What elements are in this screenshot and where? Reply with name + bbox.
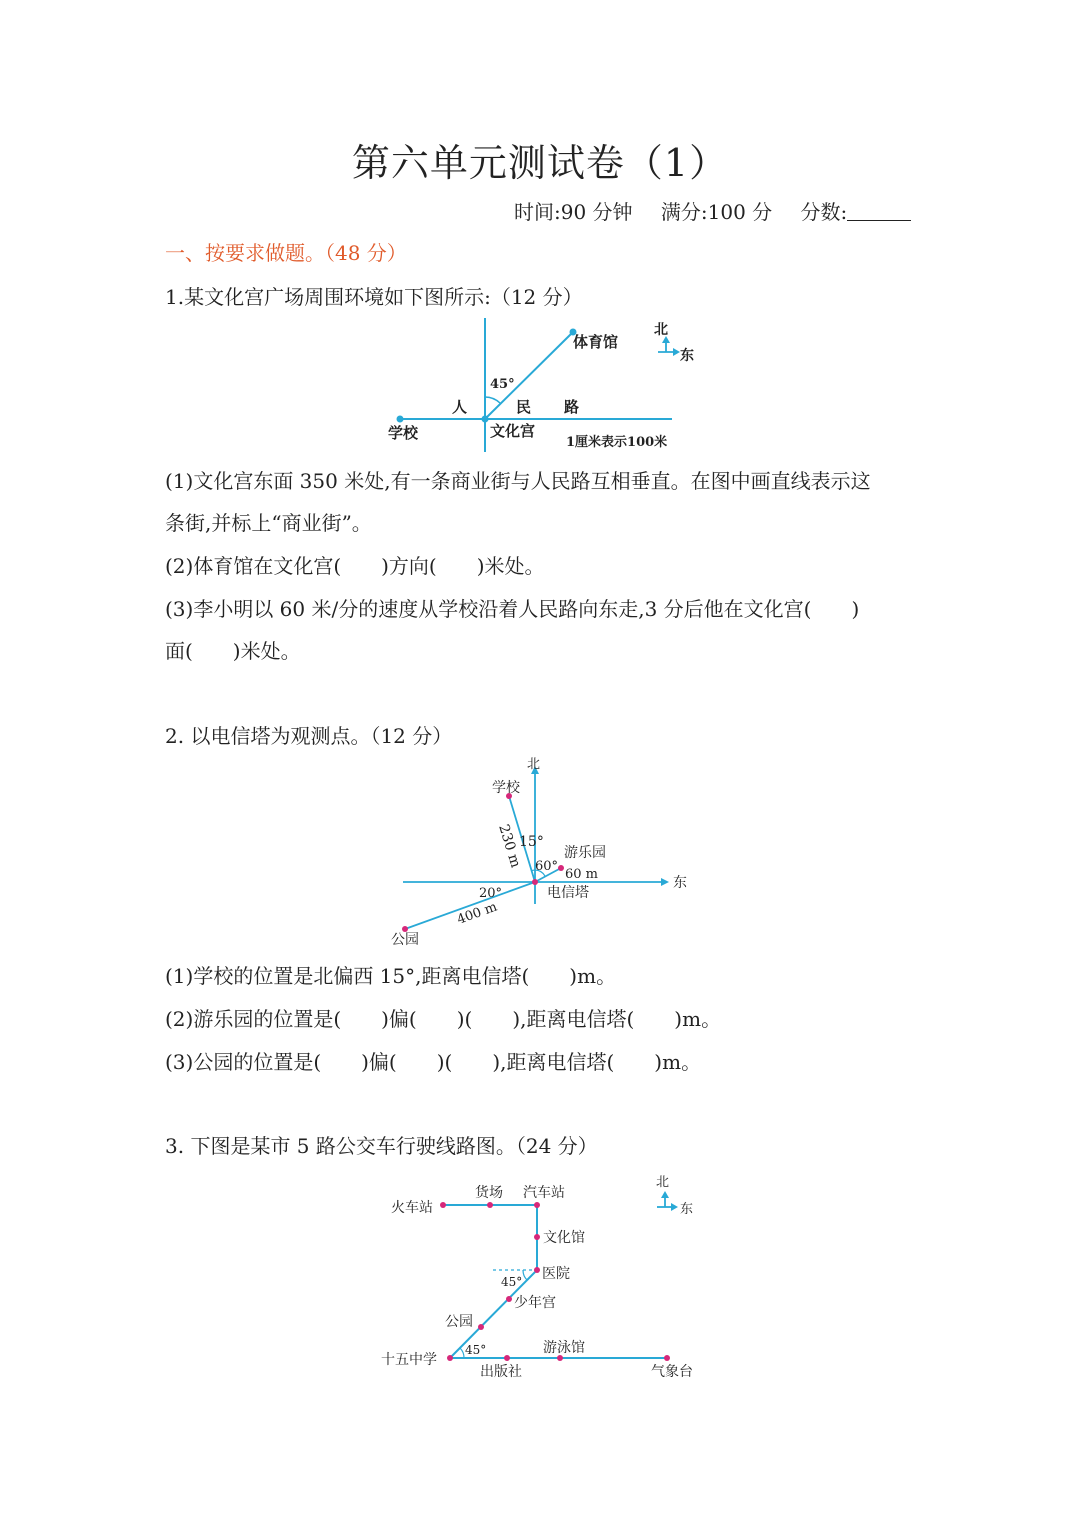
- q3-park-dot: [478, 1324, 484, 1330]
- q2-amuse-dot: [558, 865, 564, 871]
- q3-bus-dot: [534, 1202, 540, 1208]
- q2-angle-60: 60°: [535, 859, 559, 874]
- q1-sub1-line1: (1)文化宫东面 350 米处,有一条商业街与人民路互相垂直。在图中画直线表示这: [165, 469, 871, 493]
- q1-palace-label: 文化宫: [490, 422, 536, 440]
- q2-tower-label: 电信塔: [547, 885, 589, 901]
- q3-school-dot: [447, 1355, 453, 1361]
- q2-school-distance: 230 m: [495, 822, 524, 870]
- exam-meta: [514, 196, 911, 225]
- q1-stem: 1.某文化宫广场周围环境如下图所示:（12 分）: [165, 285, 583, 309]
- q3-bus-label: 汽车站: [523, 1185, 565, 1201]
- q3-youth-dot: [506, 1296, 512, 1302]
- full-score: 满分:100 分: [660, 200, 773, 224]
- q3-swim-label: 游泳馆: [543, 1340, 585, 1356]
- q3-culture-label: 文化馆: [543, 1230, 585, 1246]
- q3-publisher-label: 出版社: [480, 1364, 522, 1380]
- q2-school-label: 学校: [492, 780, 520, 796]
- q3-angle-top: 45°: [501, 1275, 523, 1289]
- q3-figure: [375, 1168, 715, 1388]
- score-label: 分数:: [800, 200, 848, 224]
- q1-sub3-line1: (3)李小明以 60 米/分的速度从学校沿着人民路向东走,3 分后他在文化宫( ): [165, 597, 860, 621]
- q2-stem: 2. 以电信塔为观测点。（12 分）: [165, 724, 453, 748]
- q1-angle-label: 45°: [490, 377, 515, 392]
- q3-freight-label: 货场: [475, 1185, 503, 1201]
- q2-park-distance: 400 m: [455, 899, 500, 928]
- q1-stadium-label: 体育馆: [573, 333, 619, 351]
- q2-angle-15: 15°: [519, 834, 544, 850]
- q3-north-label: 北: [656, 1175, 670, 1190]
- q1-sub2: (2)体育馆在文化宫( )方向( )米处。: [165, 554, 545, 578]
- q3-east-arrow: [671, 1203, 678, 1211]
- q2-angle-20: 20°: [479, 886, 503, 901]
- q3-train-label: 火车站: [391, 1200, 433, 1216]
- q3-publisher-dot: [504, 1355, 510, 1361]
- q2-amuse-distance: 60 m: [565, 867, 599, 882]
- q3-weather-label: 气象台: [651, 1364, 693, 1380]
- q3-angle-bottom: 45°: [465, 1343, 487, 1357]
- q3-east-label: 东: [680, 1202, 694, 1217]
- q1-north-label: 北: [654, 322, 668, 338]
- q1-sub3-line2: 面( )米处。: [165, 639, 301, 663]
- q3-freight-dot: [487, 1202, 493, 1208]
- q2-amuse-label: 游乐园: [564, 845, 606, 861]
- q1-school-dot: [397, 416, 404, 423]
- q2-sub1: (1)学校的位置是北偏西 15°,距离电信塔( )m。: [165, 964, 617, 988]
- score-blank: [847, 202, 911, 221]
- q1-figure: [380, 314, 710, 456]
- q1-scale-label: 1厘米表示100米: [566, 435, 668, 450]
- q1-road-char3: 路: [564, 398, 580, 416]
- q3-hospital-dot: [534, 1267, 540, 1273]
- q2-tower-dot: [532, 879, 538, 885]
- page-title: 第六单元测试卷（1）: [351, 141, 729, 185]
- q3-culture-dot: [534, 1234, 540, 1240]
- q2-figure: [385, 754, 705, 954]
- q2-sub3: (3)公园的位置是( )偏( )( ),距离电信塔( )m。: [165, 1050, 702, 1074]
- section-heading: 一、按要求做题。（48 分）: [165, 241, 407, 265]
- q1-angle-arc: [485, 397, 500, 403]
- q2-north-label: 北: [527, 757, 541, 772]
- q1-sub1-line2: 条街,并标上“商业街”。: [165, 511, 372, 535]
- q3-school-label: 十五中学: [381, 1352, 437, 1368]
- q3-park-label: 公园: [445, 1314, 473, 1330]
- q1-school-label: 学校: [388, 424, 419, 442]
- q2-east-label: 东: [673, 875, 687, 891]
- q2-park-label: 公园: [391, 932, 419, 948]
- q1-east-arrow: [673, 348, 680, 356]
- q3-train-dot: [440, 1202, 446, 1208]
- q3-hospital-label: 医院: [542, 1266, 570, 1282]
- q1-east-label: 东: [680, 348, 694, 364]
- q3-youth-label: 少年宫: [514, 1295, 556, 1311]
- q1-road-char1: 人: [452, 398, 468, 416]
- q3-north-arrow: [661, 1191, 669, 1198]
- q1-palace-dot: [482, 416, 489, 423]
- time-limit: 时间:90 分钟: [514, 200, 633, 224]
- q3-weather-dot: [664, 1355, 670, 1361]
- q3-stem: 3. 下图是某市 5 路公交车行驶线路图。（24 分）: [165, 1134, 598, 1158]
- q1-road-char2: 民: [516, 398, 532, 416]
- q2-sub2: (2)游乐园的位置是( )偏( )( ),距离电信塔( )m。: [165, 1007, 722, 1031]
